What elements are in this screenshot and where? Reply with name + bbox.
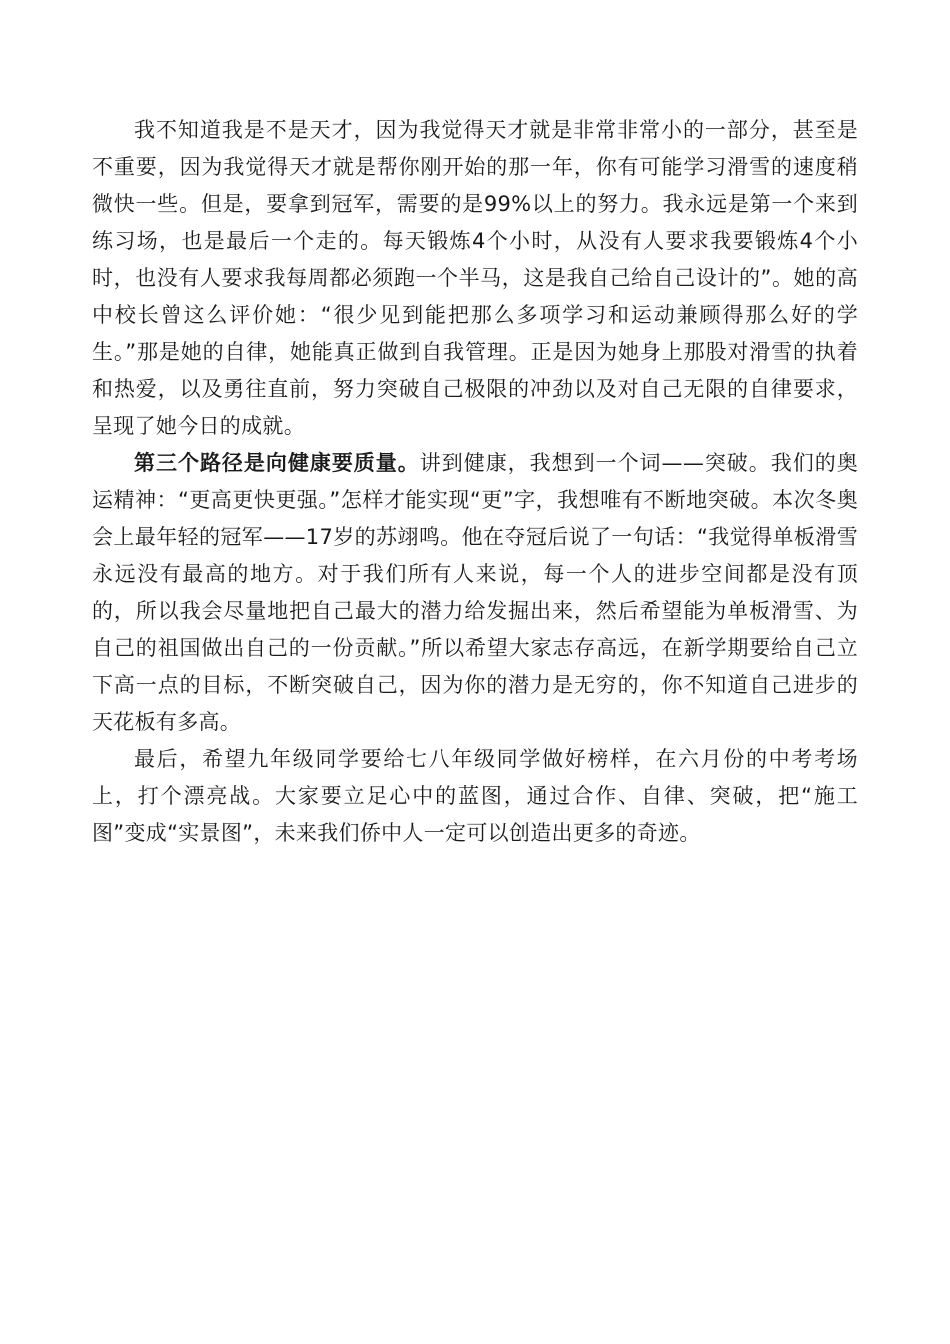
paragraph-lead-bold: 第三个路径是向健康要质量。 xyxy=(134,451,420,475)
paragraph-talent xyxy=(92,112,858,445)
paragraph-health-path xyxy=(92,445,858,741)
paragraph-body: 最后，希望九年级同学要给七八年级同学做好榜样，在六月份的中考考场上，打个漂亮战。大家要立足心中的蓝图，通过合作、自律、突破，把“施工图”变成“实景图”，未来我们侨中人一定可以创造出更多的奇迹。 xyxy=(92,747,858,845)
paragraph-body: 讲到健康，我想到一个词——突破。我们的奥运精神：“更高更快更强。”怎样才能实现“更”字，我想唯有不断地突破。本次冬奥会上最年轻的冠军——17岁的苏翊鸣。他在夺冠后说了一句话：“我觉得单板滑雪永远没有最高的地方。对于我们所有人来说，每一个人的进步空间都是没有顶的，所以我会尽量地把自己最大的潜力给发掘出来，然后希望能为单板滑雪、为自己的祖国做出自己的一份贡献。”所以希望大家志存高远，在新学期要给自己立下高一点的目标，不断突破自己，因为你的潜力是无穷的，你不知道自己进步的天花板有多高。 xyxy=(92,451,858,734)
paragraph-conclusion xyxy=(92,741,858,852)
paragraph-body: 我不知道我是不是天才，因为我觉得天才就是非常非常小的一部分，甚至是不重要，因为我觉得天才就是帮你刚开始的那一年，你有可能学习滑雪的速度稍微快一些。但是，要拿到冠军，需要的是99%以上的努力。我永远是第一个来到练习场，也是最后一个走的。每天锻炼4个小时，从没有人要求我要锻炼4个小时，也没有人要求我每周都必须跑一个半马，这是我自己给自己设计的”。她的高中校长曾这么评价她：“很少见到能把那么多项学习和运动兼顾得那么好的学生。”那是她的自律，她能真正做到自我管理。正是因为她身上那股对滑雪的执着和热爱，以及勇往直前，努力突破自己极限的冲劲以及对自己无限的自律要求，呈现了她今日的成就。 xyxy=(92,118,858,438)
